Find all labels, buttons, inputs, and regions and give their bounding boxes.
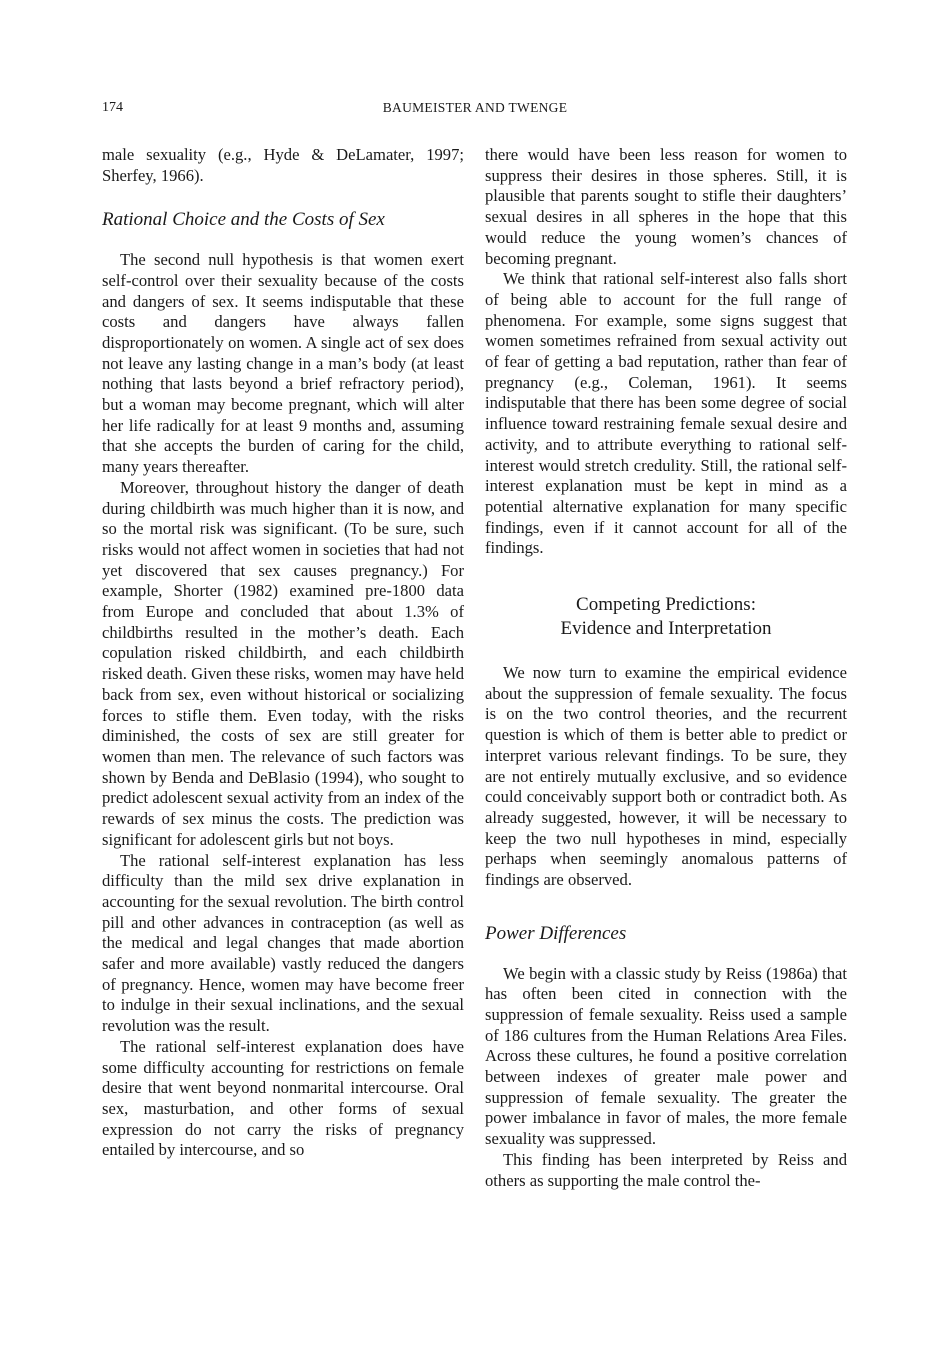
paragraph: This finding has been interpreted by Reiss and others as supporting the male control the- <box>485 1149 847 1190</box>
paragraph: The rational self-interest explanation does have some difficulty accounting for restrictions on female desire that went beyond nonmarital intercourse. Oral sex, masturbation, and other forms of sexual expression do not carry the risks of pregnancy entailed by intercourse, and so <box>102 1036 464 1160</box>
subsection-heading: Power Differences <box>485 922 627 944</box>
section-heading-line: Competing Predictions: <box>576 594 756 616</box>
paragraph: We now turn to examine the empirical evidence about the suppression of female sexuality. The focus is on the two control theories, and the recurrent question is which of them is better able to predict or interpret various relevant findings. To be sure, they are not entirely mutually exclusive, and so evidence could conceivably support both or contradict both. As already suggested, however, it will be necessary to keep the two null hypotheses in mind, especially perhaps when seemingly anomalous patterns of findings are observed. <box>485 663 847 890</box>
right-column <box>485 145 847 1191</box>
paragraph: there would have been less reason for women to suppress their desires in those spheres. Still, it is plausible that parents sought to stifle their daughters’ sexual desires in all spheres in the hope that this would reduce the young women’s chances of becoming pregnant. <box>485 145 847 268</box>
section-heading <box>485 593 847 641</box>
subsection-heading: Rational Choice and the Costs of Sex <box>102 209 385 231</box>
page-number: 174 <box>102 100 123 115</box>
paragraph: We begin with a classic study by Reiss (1986a) that has often been cited in connection with the suppression of female sexuality. Reiss used a sample of 186 cultures from the Human Relations Area Files. Across these cultures, he found a positive correlation between indexes of greater male power and suppression of female sexuality. The greater the power imbalance in favor of males, the more female sexuality was suppressed. <box>485 963 847 1149</box>
left-column <box>102 145 464 1161</box>
paragraph: We think that rational self-interest also falls short of being able to account for the full range of phenomena. For example, some signs suggest that women sometimes refrained from sexual activity out of fear of getting a bad reputation, rather than fear of pregnancy (e.g., Coleman, 1961). It seems indisputable that there has been some degree of social influence toward restraining female sexual desire and activity, and to attribute everything to rational self-interest would stretch credulity. Still, the rational self-interest explanation must be kept in mind as a potential alternative explanation for many specific findings, even if it cannot account for all of the findings. <box>485 269 847 558</box>
running-head: BAUMEISTER AND TWENGE <box>382 100 568 115</box>
paragraph: male sexuality (e.g., Hyde & DeLamater, 1997; Sherfey, 1966). <box>102 145 464 185</box>
section-heading-line: Evidence and Interpretation <box>560 618 772 640</box>
paragraph: The second null hypothesis is that women exert self-control over their sexuality because of the costs and dangers of sex. It seems indisputable that these costs and dangers have always fallen disproportionately on women. A single act of sex does not leave any lasting change in a man’s body (at least nothing that lasts beyond a brief refractory period), but a woman may become pregnant, which will alter her life radically for at least 9 months and, assuming that she accepts the burden of caring for the child, many years thereafter. <box>102 250 464 477</box>
paragraph: The rational self-interest explanation has less difficulty than the mild sex drive explanation in accounting for the sexual revolution. The birth control pill and other advances in contraception (as well as the medical and legal changes that made abortion safer and more available) vastly reduced the dangers of pregnancy. Hence, women may have become freer to indulge in their sexual inclinations, and the sexual revolution was the result. <box>102 850 464 1036</box>
paragraph: Moreover, throughout history the danger of death during childbirth was much higher than it is now, and so the mortal risk was significant. (To be sure, such risks would not affect women in societies that had not yet discovered that sex causes pregnancy.) For example, Shorter (1982) examined pre-1800 data from Europe and concluded that about 1.3% of childbirths resulted in the mother’s death. Each copulation risked childbirth, and each childbirth risked death. Given these risks, women may have held back from sex, even without historical or socializing forces to stifle them. Even today, with the risks diminished, the costs of sex are still greater for women than men. The relevance of such factors was shown by Benda and DeBlasio (1994), who sought to predict adolescent sexual activity from an index of the rewards of sex minus the costs. The prediction was significant for adolescent girls but not boys. <box>102 477 464 849</box>
